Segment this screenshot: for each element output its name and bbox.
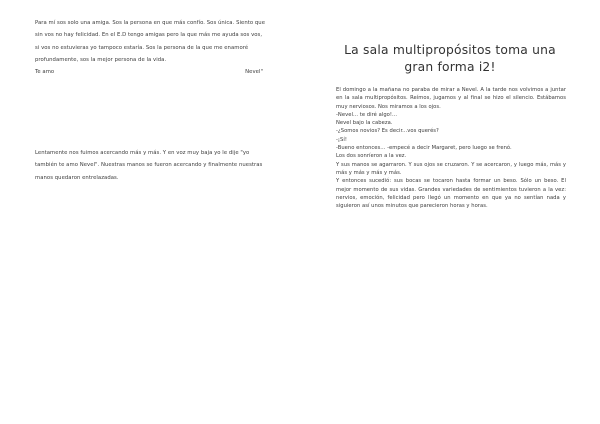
story-line: -Nevel... te diré algo!... (336, 111, 398, 118)
letter-signature: Nevel" (245, 69, 263, 76)
story-line: Y sus manos se agarraron. Y sus ojos se cruzaron. Y se acercaron, y luego más, más y más y más y más y más. (336, 161, 566, 176)
letter-closing: Te amo (35, 69, 55, 76)
ending-paragraph-text: Lentamente nos fuimos acercando más y más. Y en voz muy baja yo le dije "yo también te amo Nevel". Nuestras manos se fueron acercando y finalmente nuestras manos quedaron entrelazadas. (35, 150, 263, 181)
story-line: Y entonces sucedió: sus bocas se tocaron hasta formar un beso. Sólo un beso. El mejor momento de sus vidas. Grandes variedades de sentimientos tuvieron a la vez: nervios, emoción, felicidad pero llegó un momento en que ya no sentían nada y siguieron así unos minutos que parecieron horas y horas. (336, 178, 566, 210)
story-body (336, 86, 566, 210)
story-line: Los dos sonríeron a la vez. (336, 153, 407, 160)
story-line: El domingo a la mañana no paraba de mirar a Nevel. A la tarde nos volvimos a juntar en la sala multipropósitos. Reímos, jugamos y al final se hizo el silencio. Estábamos muy nerviosos. Nos miramos a los ojos. (336, 87, 566, 110)
story-line: -Bueno entonces... -empecé a decir Margaret, pero luego se frenó. (336, 145, 512, 152)
letter-paragraph: Para mí sos solo una amiga. Sos la persona en que más confío. Sos única. Siento que sin vos no hay felicidad. En el E.D tengo amigas pero la que más me ayuda sos vos, si vos no estuvieras yo tampoco estaría. Sos la persona de la que me enamoré profundamente, sos la mejor persona de la vida. (35, 20, 266, 63)
story-line: -¡Sí! (336, 136, 348, 143)
chapter-title: La sala multipropósitos toma una gran forma i2! (344, 43, 556, 74)
ending-paragraph (35, 147, 265, 184)
story-line: Nevel bajo la cabeza. (336, 120, 393, 127)
letter (35, 17, 265, 79)
story-line: -¿Somos novios? Es decir...vos querés? (336, 128, 439, 135)
